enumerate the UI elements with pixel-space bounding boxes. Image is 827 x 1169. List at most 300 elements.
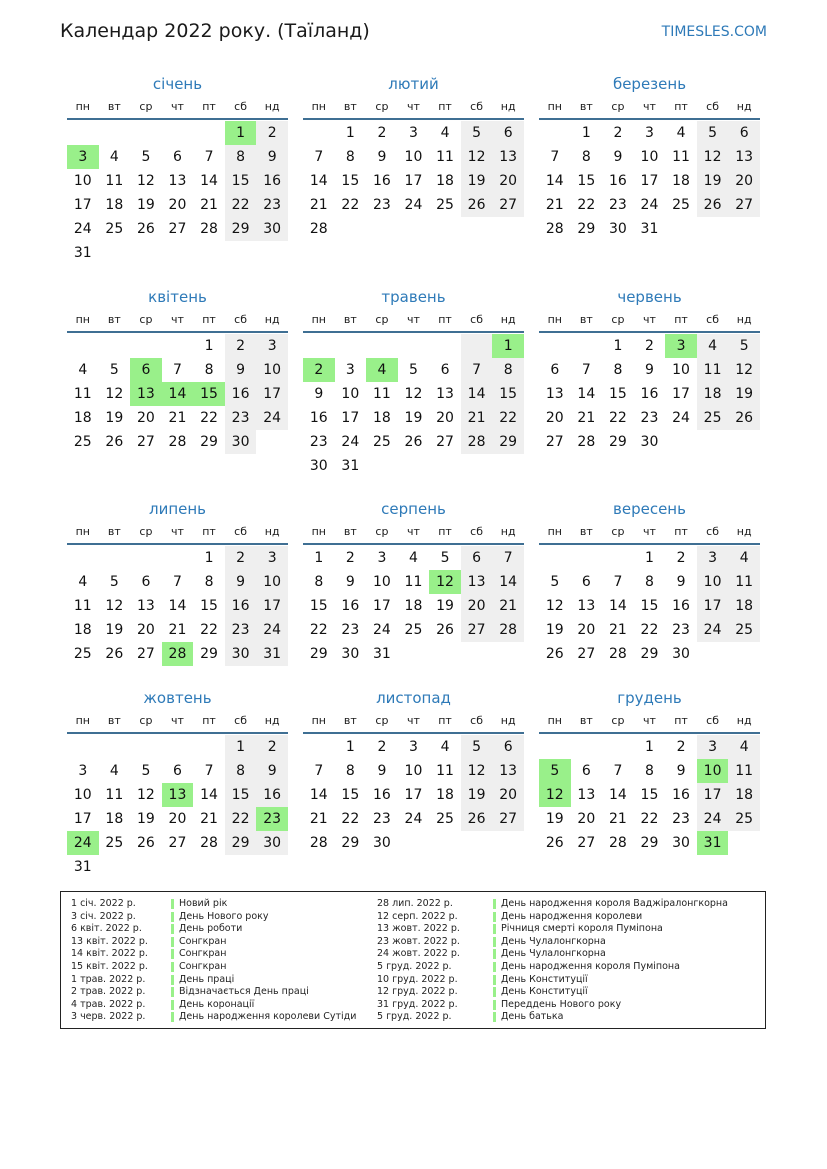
day-cell: 26 (697, 193, 729, 217)
weekday-label: нд (500, 100, 516, 113)
day-cell: 13 (436, 386, 454, 402)
day-grid (303, 546, 524, 666)
legend-row (71, 936, 371, 949)
day-cell: 7 (314, 763, 324, 779)
holiday-name: Переддень Нового року (501, 998, 622, 1010)
day-cell: 3 (256, 334, 288, 358)
day-cell: 1 (645, 739, 654, 755)
empty-cell (492, 831, 524, 855)
empty-cell (539, 334, 571, 358)
day-cell: 4 (440, 125, 450, 141)
day-cell: 17 (73, 811, 92, 827)
holiday-name: Сонгкран (179, 948, 227, 960)
weekday-label: пн (75, 313, 90, 326)
weekday-label: вт (107, 525, 121, 538)
holiday-date: 3 січ. 2022 р. (71, 910, 136, 922)
day-cell: 12 (404, 386, 423, 402)
empty-cell (665, 217, 697, 241)
empty-cell (398, 334, 430, 358)
day-cell: 9 (613, 149, 623, 165)
weekday-header (303, 521, 524, 545)
holiday-date: 1 січ. 2022 р. (71, 898, 136, 909)
month-block (303, 497, 524, 666)
weekday-label: нд (736, 714, 752, 727)
day-cell: 1 (225, 735, 257, 759)
day-cell: 22 (492, 406, 524, 430)
weekday-label: чт (643, 100, 656, 113)
day-cell: 11 (436, 763, 454, 779)
site-link[interactable]: TIMESLES.COM (661, 24, 767, 40)
weekday-label: пт (202, 100, 216, 113)
holiday-date: 13 жовт. 2022 р. (377, 923, 460, 935)
weekday-label: чт (171, 714, 184, 727)
holiday-name: Сонгкран (179, 960, 227, 972)
holiday-marker (493, 912, 496, 922)
weekday-label: вт (107, 100, 121, 113)
day-cell: 25 (73, 434, 92, 450)
day-cell: 6 (173, 149, 182, 165)
empty-cell (398, 831, 430, 855)
weekday-label: пт (202, 714, 216, 727)
legend-row (377, 911, 757, 924)
day-cell: 26 (136, 221, 155, 237)
day-cell: 7 (613, 574, 623, 590)
day-cell: 6 (130, 358, 162, 382)
day-cell: 20 (728, 169, 760, 193)
day-cell: 24 (256, 618, 288, 642)
empty-cell (193, 855, 225, 879)
day-cell: 17 (341, 410, 360, 426)
legend-row (377, 1011, 757, 1024)
day-cell: 27 (136, 434, 155, 450)
day-cell: 11 (105, 173, 124, 189)
day-cell: 19 (461, 169, 493, 193)
day-grid (67, 735, 288, 879)
day-cell: 11 (73, 598, 92, 614)
day-cell: 31 (341, 458, 360, 474)
day-cell: 15 (225, 169, 257, 193)
empty-cell (429, 217, 461, 241)
weekday-label: ср (139, 100, 153, 113)
day-cell: 22 (200, 410, 218, 426)
empty-cell (461, 642, 493, 666)
month-block (303, 72, 524, 241)
empty-cell (130, 546, 162, 570)
day-cell: 1 (204, 338, 214, 354)
holiday-marker (171, 949, 174, 959)
day-cell: 6 (728, 121, 760, 145)
day-cell: 4 (676, 125, 686, 141)
day-cell: 9 (225, 570, 257, 594)
day-grid (539, 334, 760, 454)
day-cell: 26 (728, 406, 760, 430)
day-cell: 12 (136, 787, 155, 803)
weekday-label: пн (547, 313, 562, 326)
day-grid (67, 334, 288, 454)
day-cell: 14 (200, 173, 218, 189)
day-cell: 9 (377, 149, 387, 165)
weekday-label: пн (75, 525, 90, 538)
day-cell: 20 (492, 783, 524, 807)
weekday-label: пт (674, 714, 688, 727)
day-cell: 5 (141, 763, 151, 779)
day-cell: 1 (314, 550, 324, 566)
day-cell: 30 (225, 642, 257, 666)
weekday-label: нд (264, 313, 280, 326)
empty-cell (303, 334, 335, 358)
day-cell: 3 (409, 125, 418, 141)
day-cell: 21 (168, 622, 187, 638)
day-cell: 26 (105, 646, 124, 662)
day-cell: 14 (545, 173, 564, 189)
day-cell: 2 (225, 334, 257, 358)
day-cell: 14 (492, 570, 524, 594)
day-cell: 19 (105, 622, 124, 638)
day-cell: 2 (645, 338, 654, 354)
holiday-marker (493, 1000, 496, 1010)
day-cell: 9 (225, 358, 257, 382)
day-cell: 18 (728, 783, 760, 807)
month-block (539, 497, 760, 666)
day-cell: 26 (545, 646, 564, 662)
day-cell: 8 (204, 574, 214, 590)
empty-cell (571, 334, 603, 358)
day-cell: 22 (225, 193, 257, 217)
day-cell: 16 (608, 173, 627, 189)
day-cell: 17 (404, 173, 423, 189)
weekday-label: пт (438, 100, 452, 113)
day-cell: 29 (608, 434, 627, 450)
weekday-label: сб (706, 100, 720, 113)
empty-cell (366, 454, 398, 478)
holiday-date: 14 квіт. 2022 р. (71, 948, 148, 960)
weekday-label: ср (611, 714, 625, 727)
legend-row (71, 923, 371, 936)
day-cell: 26 (404, 434, 423, 450)
day-cell: 9 (676, 574, 686, 590)
day-cell: 18 (436, 173, 454, 189)
day-cell: 21 (608, 622, 627, 638)
day-cell: 14 (608, 787, 627, 803)
day-cell: 25 (404, 622, 423, 638)
day-cell: 4 (78, 362, 88, 378)
holiday-marker (493, 937, 496, 947)
weekday-label: пн (311, 714, 326, 727)
day-grid (303, 334, 524, 478)
day-cell: 16 (672, 598, 690, 614)
legend-column-left (71, 898, 371, 1024)
day-cell: 18 (436, 787, 454, 803)
day-cell: 13 (545, 386, 564, 402)
holiday-marker (171, 1012, 174, 1022)
day-cell: 21 (309, 197, 328, 213)
day-cell: 8 (492, 358, 524, 382)
day-cell: 21 (608, 811, 627, 827)
holiday-name: День Чулалонгкорна (501, 948, 606, 960)
holiday-date: 5 груд. 2022 р. (377, 1011, 452, 1023)
empty-cell (602, 546, 634, 570)
day-cell: 24 (256, 406, 288, 430)
weekday-label: пн (75, 100, 90, 113)
day-cell: 9 (377, 763, 387, 779)
day-cell: 12 (461, 145, 493, 169)
day-cell: 21 (168, 410, 187, 426)
day-cell: 26 (461, 193, 493, 217)
day-cell: 29 (225, 831, 257, 855)
day-cell: 28 (608, 646, 627, 662)
day-cell: 20 (577, 622, 596, 638)
day-cell: 24 (372, 622, 391, 638)
day-cell: 25 (105, 835, 124, 851)
holiday-date: 24 жовт. 2022 р. (377, 948, 460, 960)
day-cell: 10 (256, 570, 288, 594)
day-cell: 4 (78, 574, 88, 590)
weekday-label: ср (375, 100, 389, 113)
day-cell: 28 (309, 221, 328, 237)
day-cell: 17 (404, 787, 423, 803)
day-cell: 9 (676, 763, 686, 779)
legend-row (377, 986, 757, 999)
day-cell: 20 (136, 622, 155, 638)
legend-row (71, 961, 371, 974)
empty-cell (429, 831, 461, 855)
day-cell: 18 (73, 622, 92, 638)
day-cell: 23 (372, 197, 391, 213)
day-cell: 17 (697, 594, 729, 618)
legend-row (71, 911, 371, 924)
empty-cell (67, 121, 99, 145)
day-cell: 3 (697, 735, 729, 759)
holiday-name: День Конституції (501, 973, 588, 985)
weekday-header (539, 710, 760, 734)
holiday-marker (493, 962, 496, 972)
holiday-name: Сонгкран (179, 935, 227, 947)
day-cell: 22 (341, 811, 360, 827)
day-cell: 25 (105, 221, 124, 237)
empty-cell (193, 735, 225, 759)
day-cell: 31 (697, 831, 729, 855)
day-cell: 24 (341, 434, 360, 450)
day-cell: 23 (256, 807, 288, 831)
day-cell: 28 (168, 434, 187, 450)
day-cell: 13 (577, 598, 596, 614)
day-cell: 12 (105, 598, 124, 614)
day-cell: 7 (613, 763, 623, 779)
weekday-label: вт (107, 714, 121, 727)
day-cell: 18 (73, 410, 92, 426)
day-cell: 23 (256, 193, 288, 217)
day-cell: 25 (372, 434, 391, 450)
holiday-name: День народження королеви Сутіди (179, 1011, 357, 1023)
day-cell: 13 (492, 145, 524, 169)
day-cell: 16 (256, 783, 288, 807)
day-cell: 31 (372, 646, 391, 662)
day-cell: 19 (404, 410, 423, 426)
day-cell: 28 (162, 642, 194, 666)
day-cell: 4 (409, 550, 418, 566)
day-cell: 28 (200, 835, 218, 851)
day-cell: 1 (645, 550, 654, 566)
weekday-label: чт (407, 525, 420, 538)
empty-cell (461, 334, 493, 358)
weekday-label: нд (736, 525, 752, 538)
day-cell: 10 (404, 763, 423, 779)
holiday-date: 1 трав. 2022 р. (71, 973, 146, 985)
day-cell: 20 (168, 811, 187, 827)
day-cell: 29 (577, 221, 596, 237)
day-cell: 15 (608, 386, 627, 402)
weekday-label: пт (202, 313, 216, 326)
empty-cell (461, 454, 493, 478)
day-cell: 30 (309, 458, 328, 474)
legend-row (377, 948, 757, 961)
holiday-marker (171, 912, 174, 922)
day-cell: 27 (436, 434, 454, 450)
holiday-date: 4 трав. 2022 р. (71, 998, 146, 1010)
day-cell: 29 (225, 217, 257, 241)
holiday-marker (171, 1000, 174, 1010)
empty-cell (697, 430, 729, 454)
holiday-marker (171, 975, 174, 985)
day-cell: 25 (697, 406, 729, 430)
holiday-marker (171, 987, 174, 997)
weekday-label: сб (470, 100, 484, 113)
month-block (303, 686, 524, 855)
holiday-date: 12 серп. 2022 р. (377, 910, 458, 922)
day-cell: 15 (640, 787, 659, 803)
day-cell: 20 (461, 594, 493, 618)
day-cell: 26 (436, 622, 454, 638)
day-grid (303, 121, 524, 241)
month-name: квітень (148, 288, 207, 306)
day-cell: 13 (162, 783, 194, 807)
weekday-label: нд (500, 714, 516, 727)
day-cell: 7 (461, 358, 493, 382)
day-cell: 17 (256, 382, 288, 406)
day-cell: 28 (200, 221, 218, 237)
day-cell: 17 (73, 197, 92, 213)
empty-cell (99, 334, 131, 358)
holiday-name: День Чулалонгкорна (501, 935, 606, 947)
day-cell: 10 (73, 787, 92, 803)
day-cell: 1 (613, 338, 623, 354)
day-cell: 3 (345, 362, 355, 378)
day-cell: 22 (225, 807, 257, 831)
day-cell: 6 (550, 362, 560, 378)
day-cell: 24 (73, 221, 92, 237)
day-cell: 10 (404, 149, 423, 165)
day-cell: 13 (168, 173, 187, 189)
day-cell: 1 (581, 125, 591, 141)
holiday-name: День народження короля Пуміпона (501, 960, 680, 972)
day-cell: 24 (404, 811, 423, 827)
day-cell: 27 (168, 221, 187, 237)
empty-cell (366, 334, 398, 358)
day-cell: 29 (640, 835, 659, 851)
empty-cell (256, 241, 288, 265)
month-name: червень (617, 288, 682, 306)
day-cell: 3 (377, 550, 387, 566)
day-cell: 27 (168, 835, 187, 851)
day-cell: 3 (645, 125, 654, 141)
month-block (539, 285, 760, 454)
day-cell: 20 (577, 811, 596, 827)
weekday-label: сб (234, 714, 248, 727)
day-cell: 3 (409, 739, 418, 755)
weekday-label: ср (375, 714, 389, 727)
legend-row (377, 961, 757, 974)
weekday-label: ср (139, 313, 153, 326)
day-cell: 15 (492, 382, 524, 406)
day-cell: 5 (461, 735, 493, 759)
legend-row (377, 923, 757, 936)
day-cell: 18 (404, 598, 423, 614)
day-cell: 23 (225, 618, 257, 642)
day-cell: 7 (204, 149, 214, 165)
day-cell: 10 (372, 574, 391, 590)
empty-cell (193, 121, 225, 145)
empty-cell (697, 217, 729, 241)
empty-cell (162, 121, 194, 145)
day-cell: 27 (492, 193, 524, 217)
holiday-marker (493, 1012, 496, 1022)
day-cell: 18 (372, 410, 391, 426)
day-cell: 3 (665, 334, 697, 358)
empty-cell (728, 217, 760, 241)
empty-cell (130, 121, 162, 145)
empty-cell (193, 241, 225, 265)
weekday-label: ср (611, 100, 625, 113)
weekday-label: вт (343, 313, 357, 326)
weekday-header (67, 710, 288, 734)
empty-cell (461, 831, 493, 855)
day-cell: 2 (345, 550, 355, 566)
weekday-label: сб (470, 714, 484, 727)
weekday-label: ср (375, 525, 389, 538)
day-cell: 3 (78, 763, 88, 779)
day-cell: 23 (640, 410, 659, 426)
holiday-marker (493, 987, 496, 997)
weekday-label: нд (264, 714, 280, 727)
holiday-name: День народження короля Ваджіралонгкорна (501, 898, 728, 909)
day-cell: 2 (676, 739, 686, 755)
day-cell: 18 (105, 197, 124, 213)
empty-cell (162, 855, 194, 879)
weekday-label: чт (643, 714, 656, 727)
weekday-label: пт (438, 313, 452, 326)
day-cell: 23 (608, 197, 627, 213)
day-cell: 16 (640, 386, 659, 402)
day-cell: 29 (309, 646, 328, 662)
month-name: липень (148, 500, 207, 518)
empty-cell (539, 735, 571, 759)
weekday-label: ср (611, 525, 625, 538)
month-block (539, 686, 760, 855)
day-cell: 12 (697, 145, 729, 169)
holiday-marker (493, 975, 496, 985)
day-cell: 31 (640, 221, 659, 237)
month-block (67, 497, 288, 666)
holiday-date: 12 груд. 2022 р. (377, 986, 458, 998)
day-cell: 8 (204, 362, 214, 378)
month-name: березень (612, 75, 687, 93)
empty-cell (366, 217, 398, 241)
day-cell: 4 (366, 358, 398, 382)
day-cell: 2 (256, 121, 288, 145)
day-cell: 28 (492, 618, 524, 642)
day-cell: 25 (436, 197, 454, 213)
day-cell: 13 (130, 382, 162, 406)
